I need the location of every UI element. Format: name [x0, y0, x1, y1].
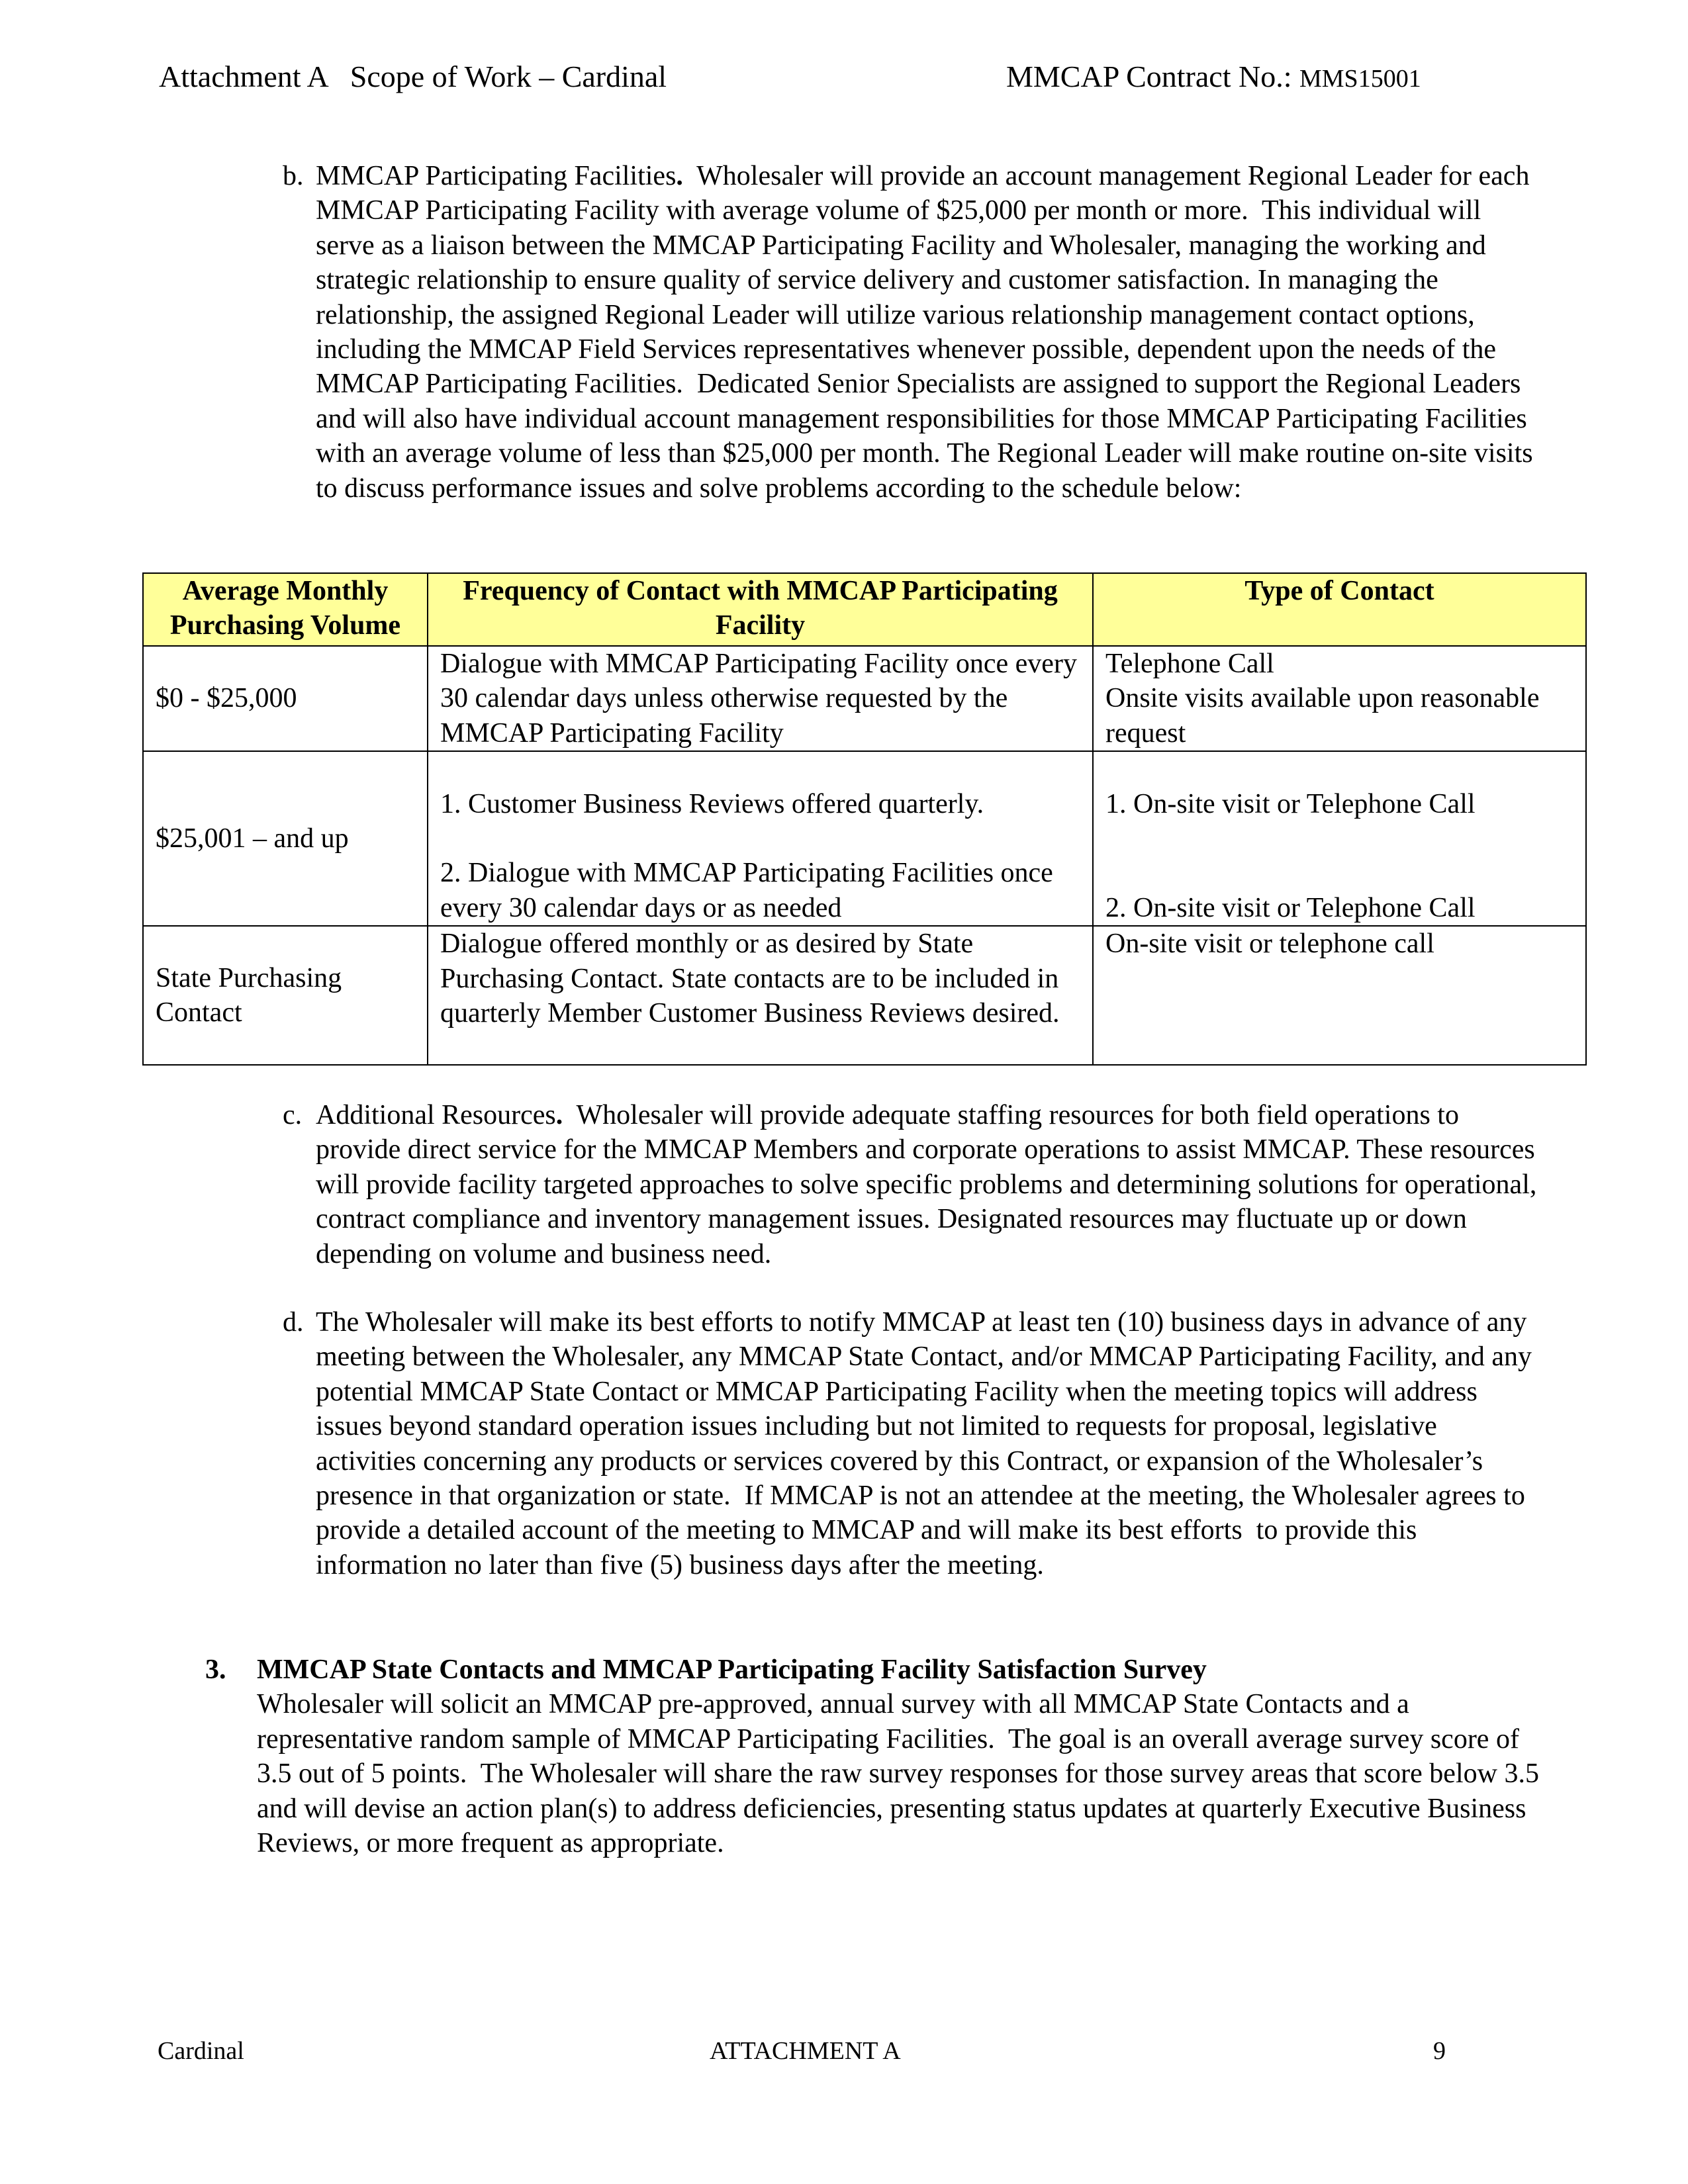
section-b-label: b.	[283, 161, 304, 191]
header-contract	[1006, 58, 1421, 97]
section-c-title: Additional Resources	[316, 1100, 556, 1130]
footer-page-number: 9	[1433, 2037, 1446, 2065]
section-3-body: Wholesaler will solicit an MMCAP pre-approved, annual survey with all MMCAP State Contacts and a representative random sample of MMCAP Participating Facilities. The goal is an overall average survey score of 3.5 out of 5 points. The Wholesaler will share the raw survey responses for those survey areas that score below 3.5 and will devise an action plan(s) to address deficiencies, presenting status updates at quarterly Executive Business Reviews, or more frequent as appropriate.	[257, 1689, 1546, 1859]
cell-frequency-item: 2. Dialogue with MMCAP Participating Facilities once every 30 calendar days or as needed	[440, 858, 1053, 923]
cell-type: On-site visit or telephone call	[1093, 926, 1586, 1065]
contract-number: MMS15001	[1299, 65, 1421, 93]
section-c-label: c.	[283, 1100, 303, 1130]
cell-frequency-item: 1. Customer Business Reviews offered quarterly.	[440, 788, 984, 819]
cell-type-line: Telephone Call	[1105, 649, 1274, 679]
cell-type-line: Onsite visits available upon reasonable request	[1105, 683, 1540, 749]
section-c-body: Wholesaler will provide adequate staffing resources for both field operations to provide direct service for the MMCAP Members and corporate operations to assist MMCAP. These resources will provide facility targeted approaches to solve specific problems and determining solutions for operational, contract compliance and inventory management issues. Designated resources may fluctuate up or down depending on volume and business need.	[316, 1100, 1544, 1269]
section-c	[283, 1098, 1544, 1271]
cell-frequency	[428, 751, 1093, 926]
footer-attachment: ATTACHMENT A	[710, 2037, 901, 2065]
header-title: Attachment A Scope of Work – Cardinal	[159, 60, 667, 93]
section-b-title: MMCAP Participating Facilities	[316, 161, 677, 191]
cell-frequency: Dialogue offered monthly or as desired by State Purchasing Contact. State contacts are to be included in quarterly Member Customer Business Reviews desired.	[428, 926, 1093, 1065]
footer-company: Cardinal	[158, 2037, 244, 2065]
cell-volume: State Purchasing Contact	[143, 926, 428, 1065]
section-c-title-punct: .	[555, 1100, 563, 1130]
section-3	[205, 1653, 1548, 1860]
col-header-frequency: Frequency of Contact with MMCAP Participating Facility	[428, 573, 1093, 646]
cell-volume: $0 - $25,000	[143, 646, 428, 751]
table-row	[143, 751, 1586, 926]
section-b-title-punct: .	[676, 161, 683, 191]
section-b	[283, 159, 1540, 506]
contract-label: MMCAP Contract No.:	[1006, 60, 1292, 93]
table-header-row	[143, 573, 1586, 646]
table-row	[143, 646, 1586, 751]
cell-type-item: 2. On-site visit or Telephone Call	[1105, 892, 1476, 923]
section-d-body: The Wholesaler will make its best efforts to notify MMCAP at least ten (10) business days in advance of any meeting between the Wholesaler, any MMCAP State Contact, and/or MMCAP Participating Facility, and any potential MMCAP State Contact or MMCAP Participating Facility when the meeting topics will address issues beyond standard operation issues including but not limited to requests for proposal, legislative activities concerning any products or services covered by this Contract, or expansion of the Wholesaler’s presence in that organization or state. If MMCAP is not an attendee at the meeting, the Wholesaler agrees to provide a detailed account of the meeting to MMCAP and will make its best efforts to provide this information no later than five (5) business days after the meeting.	[316, 1307, 1539, 1580]
section-3-title: MMCAP State Contacts and MMCAP Participating Facility Satisfaction Survey	[257, 1655, 1207, 1685]
section-3-label: 3.	[205, 1655, 226, 1685]
cell-type	[1093, 646, 1586, 751]
section-b-body: Wholesaler will provide an account management Regional Leader for each MMCAP Participating Facility with average volume of $25,000 per month or more. This individual will serve as a liaison between the MMCAP Participating Facility and Wholesaler, managing the working and strategic relationship to ensure quality of service delivery and customer satisfaction. In managing the relationship, the assigned Regional Leader will utilize various relationship management contact options, including the MMCAP Field Services representatives whenever possible, dependent upon the needs of the MMCAP Participating Facilities. Dedicated Senior Specialists are assigned to support the Regional Leaders and will also have individual account management responsibilities for those MMCAP Participating Facilities with an average volume of less than $25,000 per month. The Regional Leader will make routine on-site visits to discuss performance issues and solve problems according to the schedule below:	[316, 161, 1540, 504]
cell-volume: $25,001 – and up	[143, 751, 428, 926]
contact-schedule-table	[142, 572, 1587, 1066]
col-header-type: Type of Contact	[1093, 573, 1586, 646]
cell-type-item: 1. On-site visit or Telephone Call	[1105, 788, 1476, 819]
section-d	[283, 1305, 1540, 1582]
cell-frequency: Dialogue with MMCAP Participating Facility once every 30 calendar days unless otherwise requested by the MMCAP Participating Facility	[428, 646, 1093, 751]
cell-type	[1093, 751, 1586, 926]
section-d-label: d.	[283, 1307, 304, 1338]
col-header-volume: Average Monthly Purchasing Volume	[143, 573, 428, 646]
table-row	[143, 926, 1586, 1065]
